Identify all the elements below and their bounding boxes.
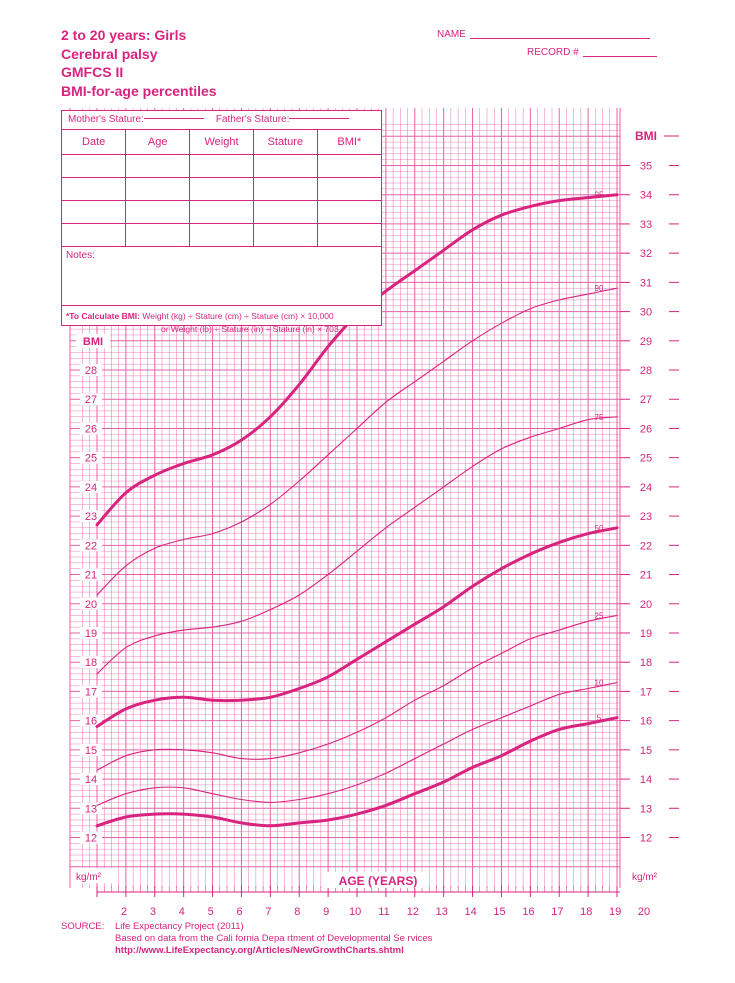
y-tick-label-right: 32 — [639, 248, 653, 261]
table-cell[interactable] — [190, 155, 254, 178]
table-cell[interactable] — [190, 178, 254, 201]
table-cell[interactable] — [62, 201, 126, 224]
y-tick-label-left: 15 — [84, 744, 98, 757]
y-tick-label-right: 16 — [639, 715, 653, 728]
table-cell[interactable] — [317, 201, 381, 224]
percentile-label-25: 25 — [594, 611, 604, 621]
name-field[interactable] — [437, 29, 650, 40]
x-tick-label: 13 — [435, 906, 448, 918]
x-tick-label: 20 — [637, 906, 651, 918]
y-tick-label-left: 23 — [84, 511, 98, 524]
percentile-label-10: 10 — [594, 678, 604, 688]
y-tick-label-right: 26 — [639, 423, 653, 436]
chart-title-block — [61, 26, 217, 100]
name-blank[interactable] — [470, 38, 650, 39]
y-tick-label-right: 17 — [639, 686, 653, 699]
source-note — [61, 921, 432, 957]
percentile-label-95: 95 — [594, 190, 604, 200]
y-tick-label-left: 19 — [84, 627, 98, 640]
table-row — [62, 155, 381, 178]
y-tick-label-left: 26 — [84, 423, 98, 436]
formula-line-2: or Weight (lb) ÷ Stature (in) ÷ Stature (in) × 703 — [161, 324, 339, 334]
percentile-label-50: 50 — [594, 523, 604, 533]
table-cell[interactable] — [62, 155, 126, 178]
y-tick-label-right: 31 — [639, 277, 653, 290]
name-label: NAME — [437, 29, 466, 40]
x-tick-label: 15 — [493, 906, 506, 918]
title-line-2: Cerebral palsy — [61, 45, 158, 62]
title-line-4: BMI-for-age percentiles — [61, 82, 217, 99]
measurement-info-box — [61, 110, 382, 334]
table-cell[interactable] — [126, 224, 190, 247]
y-tick-label-left: 20 — [84, 598, 98, 611]
bmi-formula — [62, 306, 381, 340]
y-axis-label-left: BMI — [82, 336, 104, 348]
x-tick-label: 10 — [348, 906, 362, 918]
y-tick-label-left: 27 — [84, 394, 98, 407]
x-tick-label: 2 — [120, 906, 128, 918]
title-line-1: 2 to 20 years: Girls — [61, 27, 187, 43]
y-tick-label-right: 27 — [639, 394, 653, 407]
unit-label-right: kg/m² — [632, 872, 657, 883]
notes-area[interactable] — [62, 247, 381, 306]
title-line-3: GMFCS II — [61, 64, 124, 80]
table-cell[interactable] — [126, 155, 190, 178]
y-tick-label-right: 35 — [639, 160, 653, 173]
father-stature-blank[interactable] — [289, 118, 349, 119]
x-tick-label: 16 — [522, 906, 535, 918]
y-tick-label-right: 33 — [639, 218, 653, 231]
table-cell[interactable] — [62, 224, 126, 247]
y-tick-label-right: 12 — [639, 832, 653, 845]
y-tick-label-left: 28 — [84, 365, 98, 378]
y-tick-label-left: 16 — [84, 715, 98, 728]
y-tick-label-right: 23 — [639, 511, 653, 524]
y-tick-label-left: 25 — [84, 452, 98, 465]
y-tick-label-right: 22 — [639, 540, 653, 553]
y-tick-label-right: 15 — [639, 744, 653, 757]
x-tick-label: 14 — [464, 906, 477, 918]
table-row — [62, 201, 381, 224]
father-stature-label: Father's Stature: — [215, 114, 290, 125]
percentile-label-75: 75 — [594, 412, 604, 422]
y-tick-label-right: 29 — [639, 335, 653, 348]
table-row — [62, 178, 381, 201]
col-bmi: BMI* — [317, 130, 381, 155]
x-tick-label: 4 — [178, 906, 185, 918]
table-cell[interactable] — [190, 224, 254, 247]
stature-row — [62, 111, 381, 130]
col-stature: Stature — [253, 130, 317, 155]
y-tick-label-right: 28 — [639, 365, 653, 378]
formula-heading: *To Calculate BMI: — [66, 311, 140, 321]
y-tick-label-left: 21 — [84, 569, 98, 582]
y-tick-label-left: 13 — [84, 803, 98, 816]
x-tick-label: 11 — [378, 906, 390, 918]
col-date: Date — [62, 130, 126, 155]
table-cell[interactable] — [317, 178, 381, 201]
source-line-2: Based on data from the Cali fornia Depa rtment of Developmental Se rvices — [115, 933, 433, 944]
table-cell[interactable] — [126, 201, 190, 224]
y-tick-label-right: 24 — [639, 481, 653, 494]
record-label: RECORD # — [527, 47, 579, 58]
mother-stature-label: Mother's Stature: — [68, 114, 144, 125]
x-tick-label: 8 — [294, 906, 301, 918]
table-cell[interactable] — [253, 224, 317, 247]
y-tick-label-left: 14 — [84, 774, 98, 787]
source-url[interactable]: http://www.LifeExpectancy.org/Articles/NewGrowthCharts.shtml — [115, 945, 404, 956]
x-axis-label: AGE (YEARS) — [338, 874, 418, 888]
y-tick-label-left: 22 — [84, 540, 98, 553]
x-tick-label: 9 — [323, 906, 330, 918]
y-tick-label-left: 24 — [84, 481, 98, 494]
percentile-label-90: 90 — [594, 284, 604, 294]
x-tick-label: 18 — [580, 906, 593, 918]
y-tick-label-right: 21 — [639, 569, 653, 582]
y-tick-label-right: 34 — [639, 189, 653, 202]
x-tick-label: 5 — [207, 906, 214, 918]
formula-line-1: Weight (kg) ÷ Stature (cm) ÷ Stature (cm) × 10,000 — [142, 311, 334, 321]
y-tick-label-right: 13 — [639, 803, 653, 816]
table-cell[interactable] — [253, 178, 317, 201]
source-line-1: Life Expectancy Project (2011) — [115, 921, 244, 932]
measurement-table — [62, 130, 381, 247]
y-tick-label-right: 19 — [639, 627, 653, 640]
table-cell[interactable] — [126, 178, 190, 201]
notes-label: Notes: — [66, 250, 95, 261]
y-tick-label-left: 12 — [84, 832, 98, 845]
x-tick-label: 7 — [265, 906, 272, 918]
percentile-label-5: 5 — [596, 713, 602, 723]
table-row — [62, 224, 381, 247]
record-field[interactable] — [527, 47, 657, 58]
table-cell[interactable] — [253, 201, 317, 224]
x-tick-label: 12 — [406, 906, 420, 918]
unit-label-left: kg/m² — [76, 872, 101, 883]
table-cell[interactable] — [62, 178, 126, 201]
x-tick-label: 17 — [551, 906, 564, 918]
y-tick-label-right: 14 — [639, 774, 653, 787]
y-tick-label-right: 30 — [639, 306, 653, 319]
y-tick-label-right: 18 — [639, 657, 653, 670]
table-cell[interactable] — [317, 155, 381, 178]
col-age: Age — [126, 130, 190, 155]
y-tick-label-left: 18 — [84, 657, 98, 670]
source-label: SOURCE: — [61, 921, 105, 932]
x-tick-label: 19 — [608, 906, 622, 918]
y-axis-label-right: BMI — [635, 129, 657, 143]
record-blank[interactable] — [583, 56, 657, 57]
x-tick-label: 6 — [236, 906, 243, 918]
y-tick-label-left: 17 — [84, 686, 98, 699]
table-cell[interactable] — [317, 224, 381, 247]
mother-stature-blank[interactable] — [144, 118, 204, 119]
table-cell[interactable] — [253, 155, 317, 178]
y-tick-label-right: 20 — [639, 598, 653, 611]
col-weight: Weight — [190, 130, 254, 155]
x-tick-label: 3 — [149, 906, 156, 918]
table-cell[interactable] — [190, 201, 254, 224]
y-tick-label-right: 25 — [639, 452, 653, 465]
